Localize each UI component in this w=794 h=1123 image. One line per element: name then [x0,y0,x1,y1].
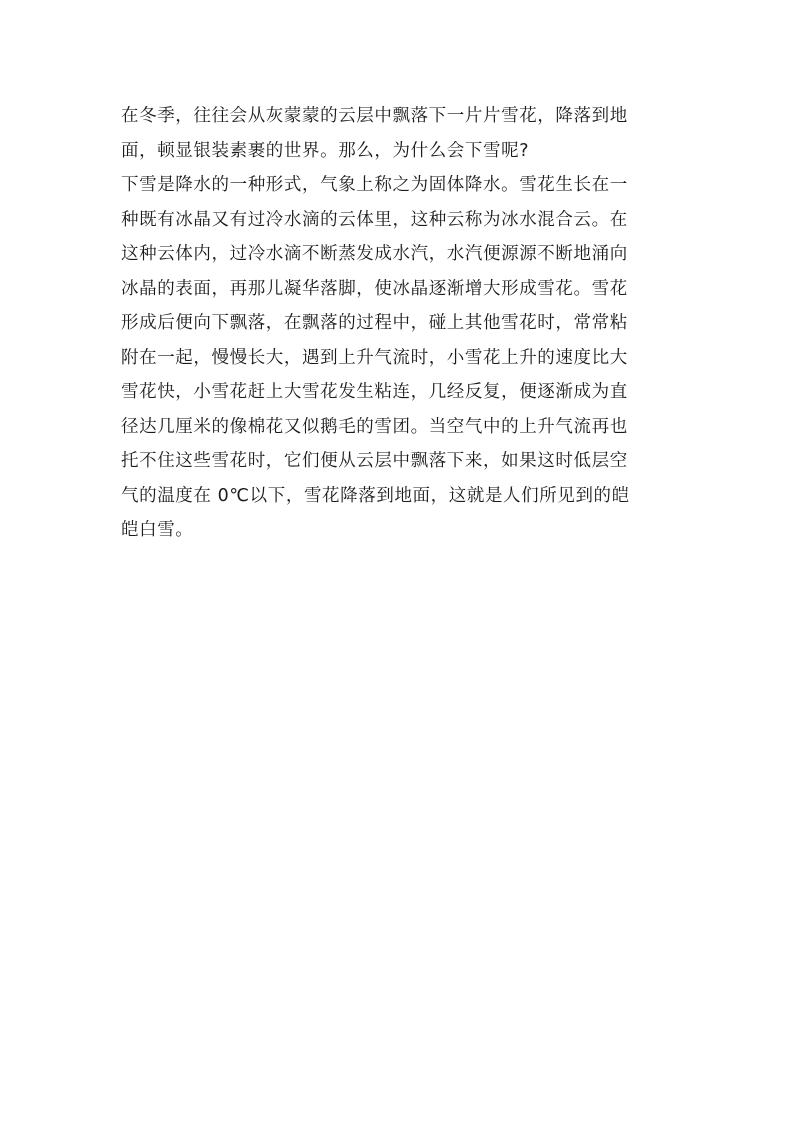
text-line: 径达几厘米的像棉花又似鹅毛的雪团。当空气中的上升气流再也 [121,416,628,437]
text-line: 形成后便向下飘落，在飘落的过程中，碰上其他雪花时，常常粘 [121,313,628,333]
text-line: 下雪是降水的一种形式，气象上称之为固体降水。雪花生长在一 [121,175,628,195]
text-line: 雪花快，小雪花赶上大雪花发生粘连，几经反复，便逐渐成为直 [121,382,628,402]
text-line: 面，顿显银装素裹的世界。那么，为什么会下雪呢? [121,140,530,161]
text-line: 气的温度在 0℃以下，雪花降落到地面，这就是人们所见到的皑 [121,485,630,506]
text-line: 皑白雪。 [121,520,194,540]
text-line: 在冬季，往往会从灰蒙蒙的云层中飘落下一片片雪花，降落到地 [121,106,628,126]
text-line: 种既有冰晶又有过冷水滴的云体里，这种云称为冰水混合云。在 [121,209,628,230]
text-line: 附在一起，慢慢长大，遇到上升气流时，小雪花上升的速度比大 [121,347,628,368]
text-line: 托不住这些雪花时，它们便从云层中飘落下来，如果这时低层空 [121,451,628,471]
text-line: 冰晶的表面，再那儿凝华落脚，使冰晶逐渐增大形成雪花。雪花 [121,278,628,299]
text-line: 这种云体内，过冷水滴不断蒸发成水汽，水汽便源源不断地涌向 [121,244,628,264]
body-text [121,99,677,548]
